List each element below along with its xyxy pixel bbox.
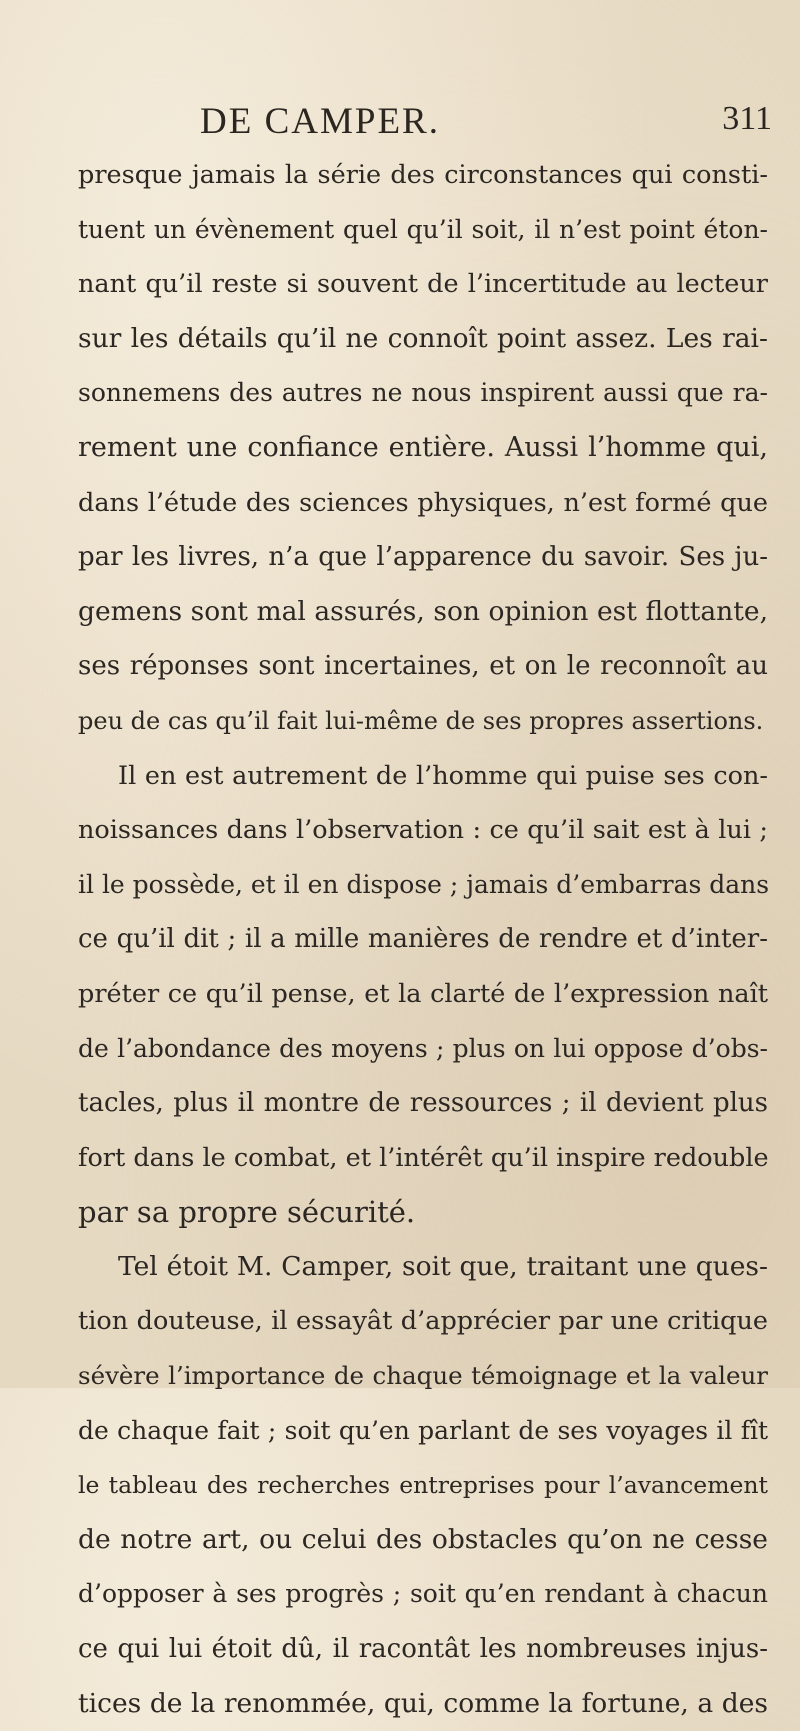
page-number: 311 [722, 100, 772, 137]
text-line: ses réponses sont incertaines, et on le reconnoît au [78, 651, 768, 682]
text-line: ce qui lui étoit dû, il racontât les nombreuses injus- [78, 1634, 768, 1665]
text-line: d’opposer à ses progrès ; soit qu’en rendant à chacun [78, 1579, 768, 1609]
text-line: gemens sont mal assurés, son opinion est flottante, [78, 595, 768, 627]
text-line: rement une confiance entière. Aussi l’homme qui, [78, 431, 768, 463]
text-line: nant qu’il reste si souvent de l’incertitude au lecteur [78, 269, 768, 300]
text-line: tacles, plus il montre de ressources ; il devient plus [78, 1088, 768, 1119]
text-line: par les livres, n’a que l’apparence du savoir. Ses ju- [78, 542, 768, 573]
text-line: peu de cas qu’il fait lui-même de ses propres assertions. [78, 706, 764, 735]
running-title: DE CAMPER. [200, 101, 440, 142]
text-line: sévère l’importance de chaque témoignage et la valeur [78, 1361, 768, 1391]
paragraph-start-line: Tel étoit M. Camper, soit que, traitant une ques- [118, 1250, 768, 1282]
text-line: tices de la renommée, qui, comme la fortune, a des [78, 1687, 768, 1719]
text-line: presque jamais la série des circonstances qui consti- [78, 160, 768, 190]
text-line: noissances dans l’observation : ce qu’il sait est à lui ; [78, 815, 768, 846]
text-line: sonnemens des autres ne nous inspirent aussi que ra- [78, 378, 768, 408]
text-line: ce qu’il dit ; il a mille manières de rendre et d’inter- [78, 924, 768, 955]
text-line: par sa propre sécurité. [78, 1195, 416, 1230]
text-line: préter ce qu’il pense, et la clarté de l’expression naît [78, 978, 768, 1009]
text-line: de notre art, ou celui des obstacles qu’on ne cesse [78, 1523, 768, 1555]
text-line: il le possède, et il en dispose ; jamais d’embarras dans [78, 869, 770, 899]
page-header [0, 100, 800, 150]
paragraph-start-line: Il en est autrement de l’homme qui puise ses con- [118, 760, 768, 791]
text-line: de chaque fait ; soit qu’en parlant de ses voyages il fît [78, 1415, 768, 1445]
text-line: tion douteuse, il essayât d’apprécier par une critique [78, 1306, 768, 1337]
text-line: tuent un évènement quel qu’il soit, il n’est point éton- [78, 214, 768, 244]
text-line: sur les détails qu’il ne connoît point assez. Les rai- [78, 322, 768, 354]
body-text [78, 148, 768, 1731]
text-line: dans l’étude des sciences physiques, n’est formé que [78, 487, 768, 518]
text-line: le tableau des recherches entreprises pour l’avancement [78, 1471, 768, 1500]
text-line: fort dans le combat, et l’intérêt qu’il inspire redouble [78, 1142, 769, 1173]
text-line: de l’abondance des moyens ; plus on lui oppose d’obs- [78, 1033, 768, 1063]
